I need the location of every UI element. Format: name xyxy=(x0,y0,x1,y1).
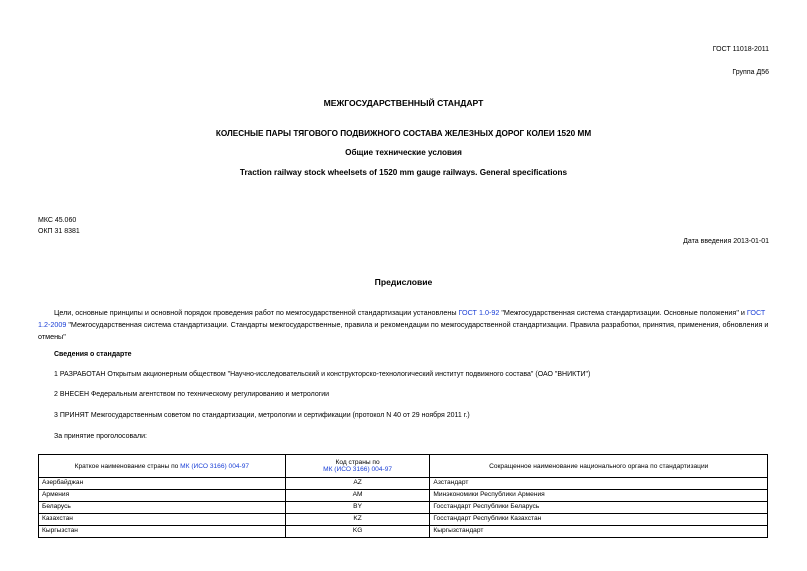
country-cell: Армения xyxy=(39,490,286,502)
header-body: Сокращенное наименование национального органа по стандартизации xyxy=(430,455,768,478)
page-title: КОЛЕСНЫЕ ПАРЫ ТЯГОВОГО ПОДВИЖНОГО СОСТАВА ЖЕЛЕЗНЫХ ДОРОГ КОЛЕИ 1520 ММ xyxy=(215,129,592,138)
foreword-heading: Предисловие xyxy=(374,277,433,287)
header-country xyxy=(39,455,286,478)
foreword-line-2 xyxy=(38,319,770,331)
gost-1-2-2009-link[interactable]: ГОСТ xyxy=(746,308,766,317)
text: Цели, основные принципы и основной порядок проведения работ по межгосударственной стандартизации установлены xyxy=(54,308,459,317)
subtitle: Общие технические условия xyxy=(345,148,462,157)
foreword-paragraph xyxy=(38,307,770,343)
mks-code: МКС 45.060 xyxy=(38,217,77,224)
gost-1-0-92-link[interactable]: ГОСТ 1.0-92 xyxy=(458,308,500,317)
agreement-table xyxy=(38,454,768,538)
about-heading: Сведения о стандарте xyxy=(54,351,132,358)
country-cell: Кыргызстан xyxy=(39,526,286,538)
foreword-line-3: отмены" xyxy=(38,332,66,341)
table-header-row xyxy=(39,455,768,478)
okp-code: ОКП 31 8381 xyxy=(38,228,80,235)
header-code xyxy=(285,455,430,478)
iso-3166-link[interactable]: МК (ИСО 3166) 004-97 xyxy=(180,462,250,470)
intro-date: Дата введения 2013-01-01 xyxy=(683,238,769,245)
table-row xyxy=(39,514,768,526)
code-cell: AZ xyxy=(285,478,430,490)
code-cell: BY xyxy=(285,502,430,514)
standard-kind: МЕЖГОСУДАРСТВЕННЫЙ СТАНДАРТ xyxy=(323,98,484,108)
about-item-2: 2 ВНЕСЕН Федеральным агентством по техническому регулированию и метрологии xyxy=(54,391,330,398)
foreword-line-1 xyxy=(38,307,770,319)
about-item-3: 3 ПРИНЯТ Межгосударственным советом по стандартизации, метрологии и сертификации (протокол N 40 от 29 ноября 2011 г.) xyxy=(54,412,470,419)
text: "Межгосударственная система стандартизации. Основные положения" и xyxy=(499,308,747,317)
about-item-1: 1 РАЗРАБОТАН Открытым акционерным обществом "Научно-исследовательский и конструкторско-технологический институт подвижного состава" (ОАО "ВНИКТИ") xyxy=(54,371,591,378)
code-cell: AM xyxy=(285,490,430,502)
body-cell: Азстандарт xyxy=(430,478,768,490)
table-row xyxy=(39,502,768,514)
english-title: Traction railway stock wheelsets of 1520 mm gauge railways. General specifications xyxy=(239,168,568,177)
body-cell: Минэкономики Республики Армения xyxy=(430,490,768,502)
gost-1-2-2009-link-cont[interactable]: 1.2-2009 xyxy=(38,320,67,329)
text: Код страны по xyxy=(335,459,380,466)
voted-label: За принятие проголосовали: xyxy=(54,433,147,440)
body-cell: Госстандарт Республики Казахстан xyxy=(430,514,768,526)
table-row xyxy=(39,526,768,538)
code-cell: KZ xyxy=(285,514,430,526)
iso-3166-link[interactable]: МК (ИСО 3166) 004-97 xyxy=(323,466,393,473)
table-row xyxy=(39,490,768,502)
code-cell: KG xyxy=(285,526,430,538)
country-cell: Казахстан xyxy=(39,514,286,526)
country-cell: Беларусь xyxy=(39,502,286,514)
text: Краткое наименование страны по xyxy=(74,462,181,470)
body-cell: Госстандарт Республики Беларусь xyxy=(430,502,768,514)
group-code: Группа Д56 xyxy=(732,69,769,76)
doc-number: ГОСТ 11018-2011 xyxy=(712,46,769,53)
body-cell: Кыргызстандарт xyxy=(430,526,768,538)
text: "Межгосударственная система стандартизации. Стандарты межгосударственные, правила и рекомендации по межгосударственной стандартизации. Правила разработки, принятия, применения, обновления и xyxy=(66,320,769,329)
country-cell: Азербайджан xyxy=(39,478,286,490)
table-row xyxy=(39,478,768,490)
